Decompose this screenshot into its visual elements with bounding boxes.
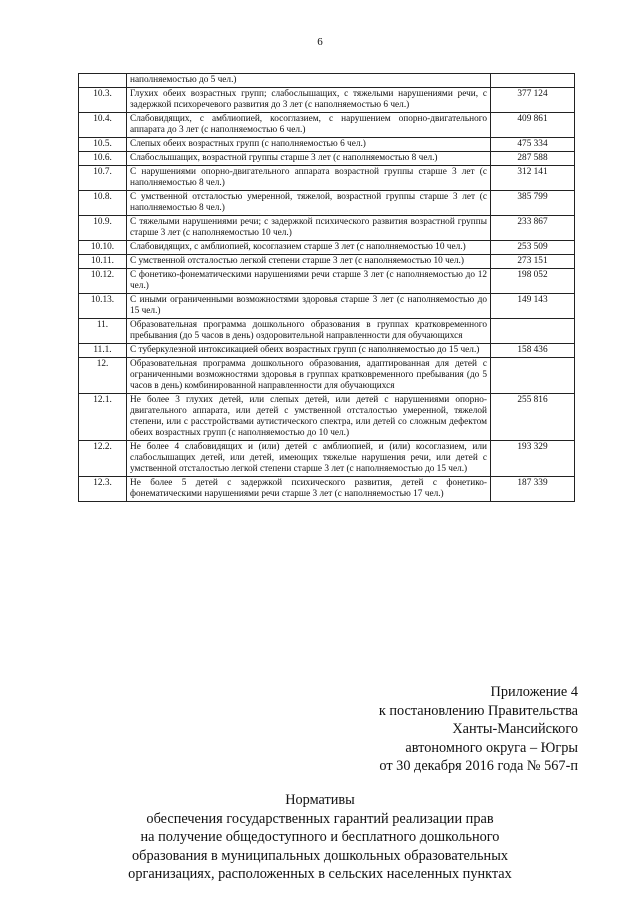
table-row [79, 113, 575, 138]
row-description-cell: Слепых обеих возрастных групп (с наполняемостью 6 чел.) [127, 138, 491, 152]
row-description-cell: Глухих обеих возрастных групп; слабослышащих, с тяжелыми нарушениями речи, с задержкой психоречевого развития до 3 лет (с наполняемостью 6 чел.) [127, 88, 491, 113]
row-value-cell: 385 799 [491, 191, 575, 216]
row-description-cell: С туберкулезной интоксикацией обеих возрастных групп (с наполняемостью до 15 чел.) [127, 344, 491, 358]
row-value-cell: 253 509 [491, 241, 575, 255]
table-row [79, 88, 575, 113]
table-row [79, 138, 575, 152]
row-value-cell: 255 816 [491, 394, 575, 441]
heading-line: обеспечения государственных гарантий реализации прав [146, 810, 494, 827]
row-value-cell [491, 358, 575, 394]
row-number-cell: 10.12. [79, 269, 127, 294]
table-row [79, 216, 575, 241]
row-description-cell: С тяжелыми нарушениями речи; с задержкой психического развития возрастной группы старше 3 лет (с наполняемостью 10 чел.) [127, 216, 491, 241]
row-number-cell: 11. [79, 319, 127, 344]
row-value-cell: 158 436 [491, 344, 575, 358]
appendix-line: к постановлению Правительства [378, 702, 578, 719]
row-number-cell: 10.10. [79, 241, 127, 255]
row-number-cell: 10.13. [79, 294, 127, 319]
row-number-cell: 10.4. [79, 113, 127, 138]
table-row [79, 166, 575, 191]
table-row [79, 241, 575, 255]
row-description-cell: Слабовидящих, с амблиопией, косоглазием, с нарушением опорно-двигательного аппарата до 3 лет (с наполняемостью 6 чел.) [127, 113, 491, 138]
row-number-cell: 12. [79, 358, 127, 394]
table-row [79, 74, 575, 88]
row-description-cell: Образовательная программа дошкольного образования в группах кратковременного пребывания (до 5 часов в день) оздоровительной направленности для обучающихся [127, 319, 491, 344]
row-description-cell: С фонетико-фонематическими нарушениями речи старше 3 лет (с наполняемостью до 12 чел.) [127, 269, 491, 294]
table-row [79, 358, 575, 394]
row-description-cell: С умственной отсталостью умеренной, тяжелой, возрастной группы старше 3 лет (с наполняемостью 8 чел.) [127, 191, 491, 216]
row-number-cell: 10.8. [79, 191, 127, 216]
table-row [79, 319, 575, 344]
row-number-cell: 11.1. [79, 344, 127, 358]
heading-title: Нормативы [285, 792, 355, 808]
heading-line: на получение общедоступного и бесплатного дошкольного [140, 829, 500, 845]
row-value-cell: 273 151 [491, 255, 575, 269]
row-value-cell: 409 861 [491, 113, 575, 138]
appendix-line: Ханты-Мансийского [452, 721, 578, 737]
row-number-cell [79, 74, 127, 88]
row-number-cell: 12.3. [79, 477, 127, 502]
row-value-cell: 287 588 [491, 152, 575, 166]
table-row [79, 191, 575, 216]
row-number-cell: 10.11. [79, 255, 127, 269]
table-row [79, 152, 575, 166]
row-value-cell: 187 339 [491, 477, 575, 502]
table-row [79, 441, 575, 477]
table-row [79, 344, 575, 358]
row-description-cell: наполняемостью до 5 чел.) [127, 74, 491, 88]
row-number-cell: 12.2. [79, 441, 127, 477]
table-row [79, 255, 575, 269]
row-number-cell: 10.6. [79, 152, 127, 166]
row-number-cell: 10.3. [79, 88, 127, 113]
heading-line: организациях, расположенных в сельских населенных пунктах [128, 866, 512, 882]
table-row [79, 269, 575, 294]
row-value-cell: 193 329 [491, 441, 575, 477]
normatives-table [78, 73, 575, 502]
row-value-cell: 377 124 [491, 88, 575, 113]
row-description-cell: С умственной отсталостью легкой степени старше 3 лет (с наполняемостью 10 чел.) [127, 255, 491, 269]
row-number-cell: 12.1. [79, 394, 127, 441]
page-number: 6 [317, 36, 323, 48]
row-description-cell: С нарушениями опорно-двигательного аппарата возрастной группы старше 3 лет (с наполняемостью 8 чел.) [127, 166, 491, 191]
table-row [79, 394, 575, 441]
row-description-cell: Не более 3 глухих детей, или слепых детей, или детей с нарушениями опорно-двигательного аппарата, или детей с умственной отсталостью умеренной, тяжелой степени, или с расстройствами аутистического спектра, или детей со сложным дефектом обеих возрастных групп (с наполняемостью до 10 чел.) [127, 394, 491, 441]
row-value-cell: 198 052 [491, 269, 575, 294]
document-heading [0, 791, 640, 884]
row-description-cell: Не более 4 слабовидящих и (или) детей с амблиопией, и (или) косоглазием, или слабослышащих детей, или детей, имеющих тяжелые нарушения речи, или детей с умственной отсталостью легкой степени старше 3 лет (с наполняемостью до 15 чел.) [127, 441, 491, 477]
appendix-title: Приложение 4 [490, 684, 578, 700]
row-value-cell: 149 143 [491, 294, 575, 319]
row-description-cell: Слабовидящих, с амблиопией, косоглазием старше 3 лет (с наполняемостью 10 чел.) [127, 241, 491, 255]
row-value-cell [491, 319, 575, 344]
row-value-cell: 312 141 [491, 166, 575, 191]
appendix-block [379, 683, 578, 776]
row-number-cell: 10.9. [79, 216, 127, 241]
appendix-line: автономного округа – Югры [405, 739, 578, 756]
row-description-cell: Слабослышащих, возрастной группы старше 3 лет (с наполняемостью 8 чел.) [127, 152, 491, 166]
row-number-cell: 10.5. [79, 138, 127, 152]
table-row [79, 294, 575, 319]
row-value-cell: 475 334 [491, 138, 575, 152]
row-description-cell: Не более 5 детей с задержкой психического развития, детей с фонетико-фонематическими нарушениями речи старше 3 лет (с наполняемостью 17 чел.) [127, 477, 491, 502]
row-number-cell: 10.7. [79, 166, 127, 191]
row-value-cell: 233 867 [491, 216, 575, 241]
appendix-date-line: от 30 декабря 2016 года № 567-п [379, 758, 578, 774]
table-row [79, 477, 575, 502]
row-value-cell [491, 74, 575, 88]
row-description-cell: С иными ограниченными возможностями здоровья старше 3 лет (с наполняемостью до 15 чел.) [127, 294, 491, 319]
table-body [79, 74, 575, 502]
heading-line: образования в муниципальных дошкольных образовательных [132, 847, 508, 864]
row-description-cell: Образовательная программа дошкольного образования, адаптированная для детей с ограниченными возможностями здоровья в группах кратковременного пребывания (до 5 часов в день) комбинированной направленности для обучающихся [127, 358, 491, 394]
